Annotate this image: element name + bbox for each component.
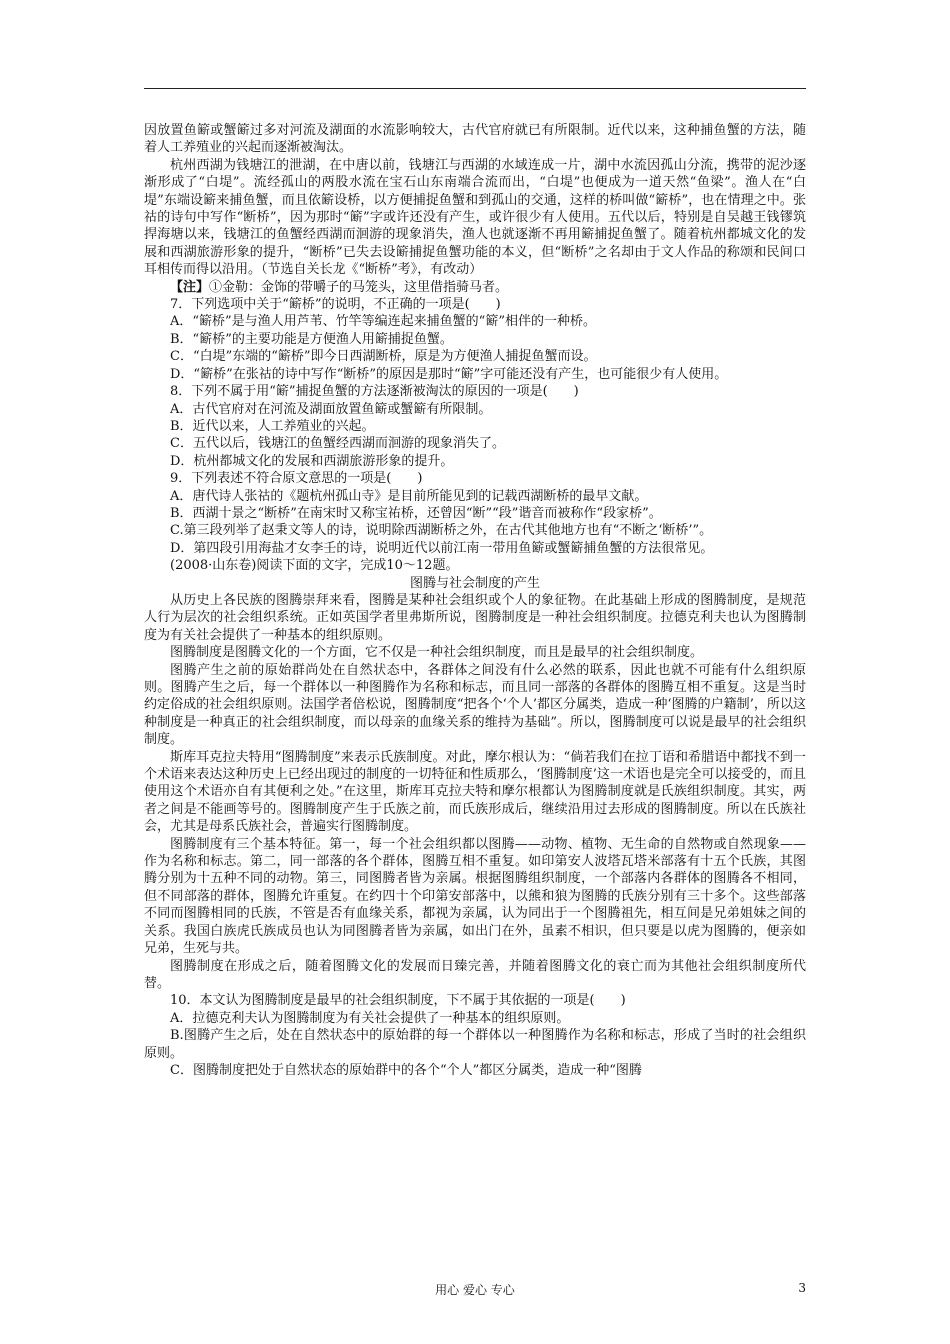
paragraph: 斯库耳克拉夫特用“图腾制度”来表示氏族制度。对此，摩尔根认为：“倘若我们在拉丁语和希腊语中都找不到一个术语来表达这种历史上已经出现过的制度的一切特征和性质那么，‘图腾制度’这一术语也是完全可以接受的，而且使用这个术语亦自有其便利之处。”在这里，斯库耳克拉夫特和摩尔根都认为图腾制度就是氏族组织制度。其实，两者之间是不能画等号的。图腾制度产生于氏族之前，而氏族形成后，继续沿用过去形成的图腾制度。所以在氏族社会，尤其是母系氏族社会，普遍实行图腾制度。	[144, 749, 806, 835]
footer-slogan: 用心 爱心 专心	[435, 1283, 515, 1297]
paragraph: 从历史上各民族的图腾崇拜来看，图腾是某种社会组织或个人的象征物。在此基础上形成的图腾制度，是规范人行为层次的社会组织系统。正如英国学者里弗斯所说，图腾制度是一种社会组织制度。拉德克利夫也认为图腾制度为有关社会提供了一种基本的组织原则。	[144, 592, 806, 643]
page-number: 3	[798, 1281, 806, 1295]
paragraph: D．杭州都城文化的发展和西湖旅游形象的提升。	[170, 453, 454, 469]
paragraph: C．图腾制度把处于自然状态的原始群中的各个“个人”都区分属类，造成一种“图腾	[170, 1062, 642, 1078]
paragraph: B．“簖桥”的主要功能是方便渔人用簖捕捉鱼蟹。	[170, 331, 453, 347]
paragraph: 因放置鱼簖或蟹簖过多对河流及湖面的水流影响较大，古代官府就已有所限制。近代以来，这种捕鱼蟹的方法，随着人工养殖业的兴起而逐渐被淘汰。	[144, 123, 806, 156]
article-title: 图腾与社会制度的产生	[409, 575, 540, 591]
paragraph: C.第三段列举了赵秉文等人的诗，说明除西湖断桥之外，在古代其他地方也有“不断之‘断桥’”。	[170, 523, 713, 539]
paragraph: 图腾制度在形成之后，随着图腾文化的发展而日臻完善，并随着图腾文化的衰亡而为其他社会组织制度所代替。	[144, 958, 806, 991]
paragraph: C．五代以后，钱塘江的鱼蟹经西湖而洄游的现象消失了。	[170, 436, 505, 452]
paragraph: 9．下列表述不符合原文意思的一项是( )	[170, 471, 423, 487]
paragraph: 图腾制度有三个基本特征。第一，每一个社会组织都以图腾——动物、植物、无生命的自然物或自然现象——作为名称和标志。第二，同一部落的各个群体，图腾互相不重复。如印第安人波塔瓦塔米部落有十五个氏族，其图腾分别为十五种不同的动物。第三，同图腾者皆为亲属。根据图腾组织制度，一个部落内各群体的图腾各不相同，但不同部落的群体，图腾允许重复。在约四十个印第安部落中，以熊和狼为图腾的氏族分别有三十多个。这些部落不同而图腾相同的氏族，不管是否有血缘关系，都视为亲属，认为同出于一个图腾祖先，相互间是兄弟姐妹之间的关系。我国白族虎氏族成员也认为同图腾者皆为亲属，如出门在外，虽素不相识，但只要是以虎为图腾的，便亲如兄弟，生死与共。	[144, 836, 806, 957]
paragraph: (2008·山东卷)阅读下面的文字，完成10～12题。	[170, 558, 459, 574]
paragraph: A．古代官府对在河流及湖面放置鱼簖或蟹簖有所限制。	[170, 401, 492, 417]
paragraph: C．“白堤”东端的“簖桥”即今日西湖断桥，原是为方便渔人捕捉鱼蟹而设。	[170, 349, 597, 365]
paragraph: A．唐代诗人张祜的《题杭州孤山寺》是目前所能见到的记载西湖断桥的最早文献。	[170, 488, 648, 504]
document-body	[144, 122, 806, 1079]
paragraph: 10．本文认为图腾制度是最早的社会组织制度，下不属于其依据的一项是( )	[170, 993, 626, 1009]
paragraph: 图腾制度是图腾文化的一个方面，它不仅是一种社会组织制度，而且是最早的社会组织制度。	[170, 645, 704, 661]
paragraph: B．近代以来，人工养殖业的兴起。	[170, 418, 375, 434]
paragraph: D．“簖桥”在张祜的诗中写作“断桥”的原因是那时“簖”字可能还没有产生，也可能很少有人使用。	[170, 366, 728, 382]
header-rule	[144, 88, 806, 89]
paragraph: B．西湖十景之“断桥”在南宋时又称宝祐桥，还曾因“断”“段”谐音而被称作“段家桥”。	[170, 505, 662, 521]
page-footer	[144, 1281, 806, 1301]
footnote	[144, 279, 806, 296]
footnote-mark: 【注】	[170, 279, 210, 295]
paragraph: B.图腾产生之后，处在自然状态中的原始群的每一个群体以一种图腾作为名称和标志，形成了当时的社会组织原则。	[144, 1028, 806, 1061]
paragraph: D．第四段引用海盐才女李壬的诗，说明近代以前江南一带用鱼簖或蟹簖捕鱼蟹的方法很常见。	[170, 540, 714, 556]
paragraph: 7．下列选项中关于“簖桥”的说明，不正确的一项是( )	[170, 297, 501, 313]
footnote-text: ①金勒：金饰的带嚼子的马笼头，这里借指骑马者。	[209, 279, 509, 295]
paragraph: 杭州西湖为钱塘江的泄湖，在中唐以前，钱塘江与西湖的水域连成一片，湖中水流因孤山分流，携带的泥沙逐渐形成了“白堤”。流经孤山的两股水流在宝石山东南端合流而出，“白堤”也便成为一道天然“鱼梁”。渔人在“白堤”东端设簖来捕鱼蟹，而且依簖设桥，以方便捕捉鱼蟹和到孤山的交通，这样的桥叫做“簖桥”，也在情理之中。张祜的诗句中写作“断桥”，因为那时“簖”字或许还没有产生，或许很少有人使用。五代以后，特别是自吴越王钱镠筑捍海塘以来，钱塘江的鱼蟹经西湖而洄游的现象消失，渔人也就逐渐不再用簖捕捉鱼蟹了。随着杭州都城文化的发展和西湖旅游形象的提升，“断桥”已失去设簖捕捉鱼蟹功能的本义，但“断桥”之名却由于文人作品的称颂和民间口耳相传而得以沿用。（节选自关长龙《“断桥”考》，有改动）	[144, 157, 806, 278]
paragraph: 8．下列不属于用“簖”捕捉鱼蟹的方法逐渐被淘汰的原因的一项是( )	[170, 384, 579, 400]
paragraph: A．拉德克利夫认为图腾制度为有关社会提供了一种基本的组织原则。	[170, 1010, 570, 1026]
paragraph: A．“簖桥”是与渔人用芦苇、竹竿等编连起来捕鱼蟹的“簖”相伴的一种桥。	[170, 314, 596, 330]
paragraph: 图腾产生之前的原始群尚处在自然状态中，各群体之间没有什么必然的联系，因此也就不可能有什么组织原则。图腾产生之后，每一个群体以一种图腾作为名称和标志，而且同一部落的各群体的图腾互相不重复。这是当时约定俗成的社会组织原则。法国学者倍松说，图腾制度“把各个‘个人’都区分属类，造成一种‘图腾的户籍制’，所以这种制度是一种真正的社会组织制度，而以母亲的血缘关系的维持为基础”。所以，图腾制度可以说是最早的社会组织制度。	[144, 662, 806, 748]
